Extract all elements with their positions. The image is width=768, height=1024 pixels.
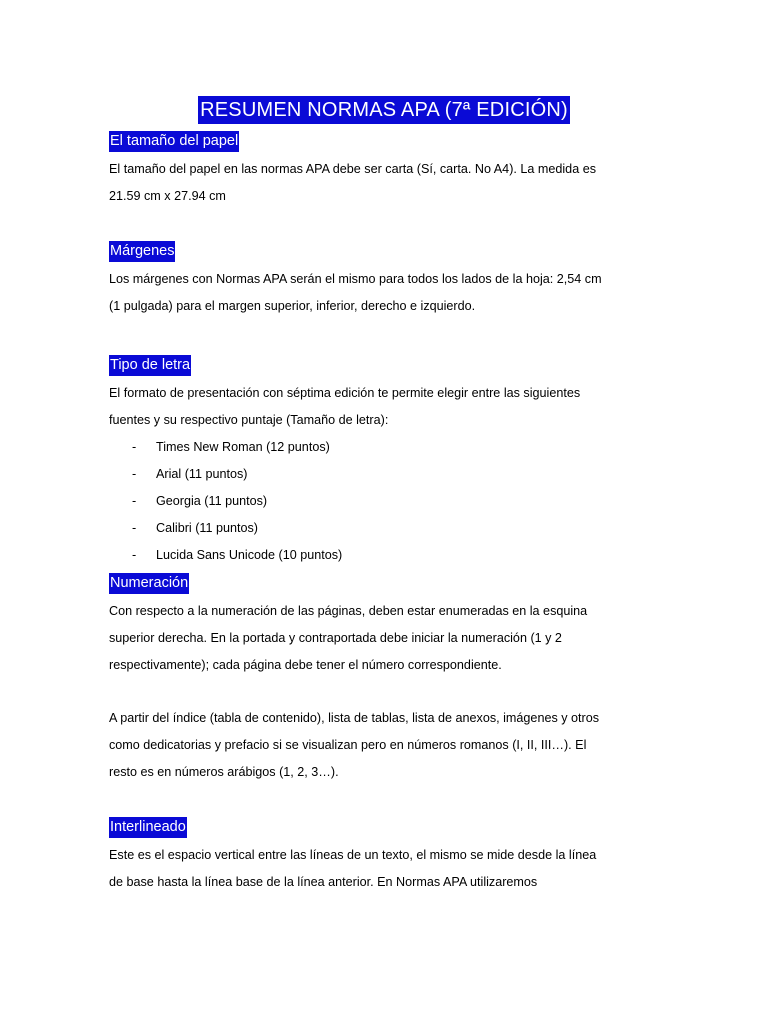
list-bullet: - [132,521,137,535]
heading-margins-text: Márgenes [109,241,175,262]
list-bullet: - [132,467,137,481]
paper-size-line-1: El tamaño del papel en las normas APA debe ser carta (Sí, carta. No A4). La medida es [109,162,596,176]
numbering-p2-line-3: resto es en números arábigos (1, 2, 3…). [109,765,339,779]
heading-numbering-text: Numeración [109,573,189,594]
paper-size-line-2: 21.59 cm x 27.94 cm [109,189,226,203]
paragraph-font-type [109,380,669,434]
paragraph-numbering-1 [109,598,669,679]
list-bullet: - [132,440,137,454]
numbering-p2-line-1: A partir del índice (tabla de contenido), lista de tablas, lista de anexos, imágenes y otros [109,711,600,725]
list-item [109,542,669,569]
heading-margins [109,240,669,262]
heading-paper-size [109,130,669,152]
heading-paper-size-text: El tamaño del papel [109,131,239,152]
list-item-text: Georgia (11 puntos) [156,494,268,508]
numbering-p1-line-3: respectivamente); cada página debe tener el número correspondiente. [109,658,502,672]
list-bullet: - [132,548,137,562]
numbering-p2-line-2: como dedicatorias y prefacio si se visualizan pero en números romanos (I, II, III…). El [109,738,587,752]
list-item-text: Times New Roman (12 puntos) [156,440,330,454]
document-title-text: RESUMEN NORMAS APA (7ª EDICIÓN) [198,96,570,124]
margins-line-1: Los márgenes con Normas APA serán el mismo para todos los lados de la hoja: 2,54 cm [109,272,602,286]
document-title [0,87,768,124]
paragraph-line-spacing [109,842,669,896]
heading-numbering [109,572,669,594]
list-bullet: - [132,494,137,508]
line-spacing-line-2: de base hasta la línea base de la línea anterior. En Normas APA utilizaremos [109,875,538,889]
font-type-line-2: fuentes y su respectivo puntaje (Tamaño de letra): [109,413,389,427]
margins-line-2: (1 pulgada) para el margen superior, inferior, derecho e izquierdo. [109,299,476,313]
paragraph-margins [109,266,669,320]
heading-line-spacing [109,816,669,838]
list-item-text: Arial (11 puntos) [156,467,248,481]
list-item-text: Calibri (11 puntos) [156,521,258,535]
list-item [109,515,669,542]
heading-font-type [109,354,669,376]
document-body [109,130,669,896]
heading-font-type-text: Tipo de letra [109,355,191,376]
list-item [109,434,669,461]
paragraph-paper-size [109,156,669,210]
list-item-text: Lucida Sans Unicode (10 puntos) [156,548,343,562]
paragraph-numbering-2 [109,705,669,786]
heading-line-spacing-text: Interlineado [109,817,187,838]
numbering-p1-line-1: Con respecto a la numeración de las páginas, deben estar enumeradas en la esquina [109,604,588,618]
list-item [109,461,669,488]
numbering-p1-line-2: superior derecha. En la portada y contraportada debe iniciar la numeración (1 y 2 [109,631,562,645]
line-spacing-line-1: Este es el espacio vertical entre las líneas de un texto, el mismo se mide desde la línea [109,848,597,862]
list-item [109,488,669,515]
font-type-line-1: El formato de presentación con séptima edición te permite elegir entre las siguientes [109,386,581,400]
font-list [109,434,669,569]
